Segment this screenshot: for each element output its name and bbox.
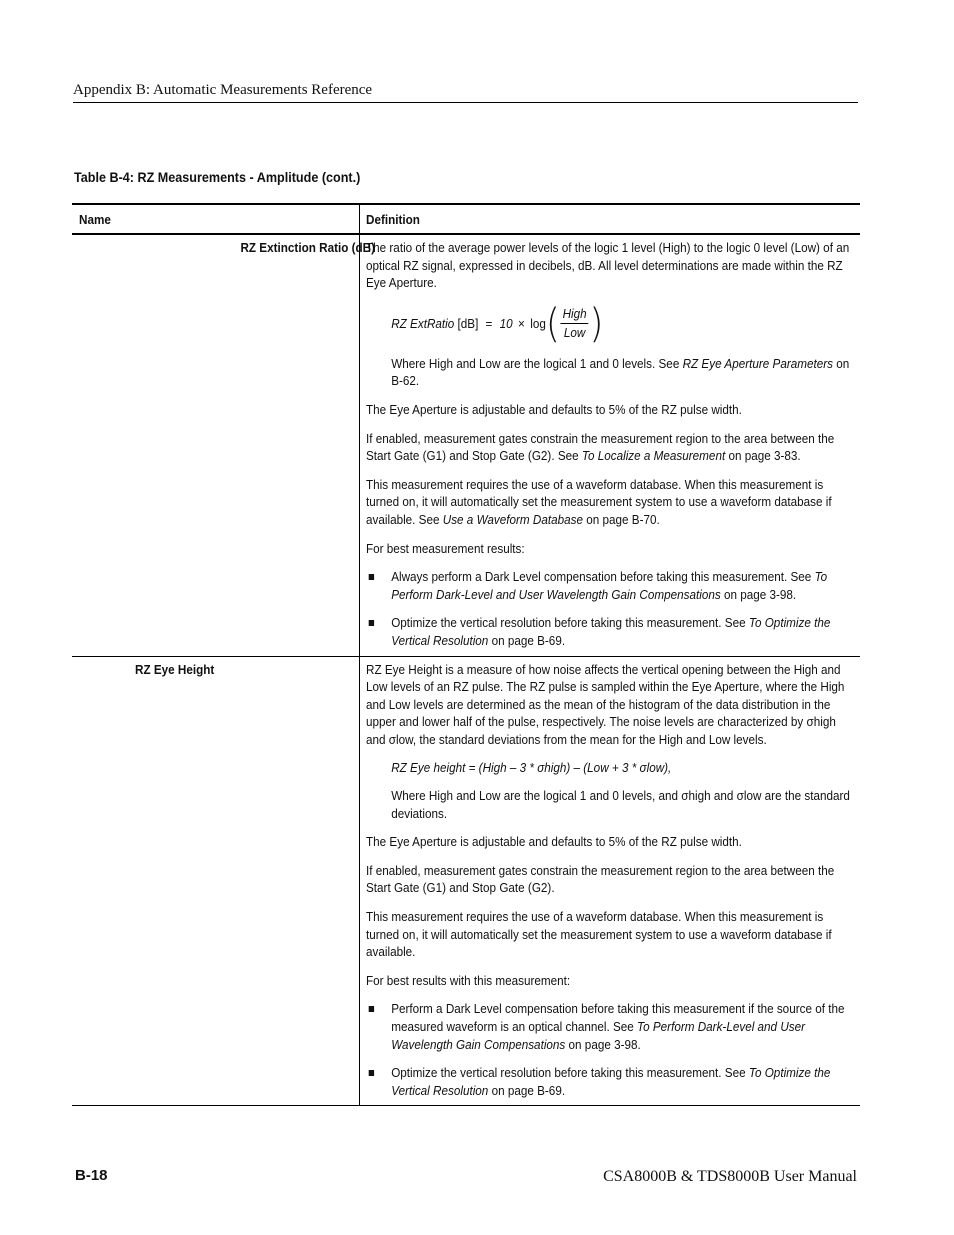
table-caption: Table B-4: RZ Measurements - Amplitude (cont.) — [74, 169, 361, 185]
table-row — [72, 234, 860, 656]
bullet-square-icon — [369, 1070, 374, 1076]
running-head: Appendix B: Automatic Measurements Reference — [73, 82, 858, 103]
aperture-note: The Eye Aperture is adjustable and defaults to 5% of the RZ pulse width. — [366, 401, 742, 417]
manual-title: CSA8000B & TDS8000B User Manual — [603, 1168, 857, 1185]
database-note: This measurement requires the use of a waveform database. When this measurement is turned on, it will automatically set the measurement system to use a waveform database if available. See Use a Waveform Database on page B-70. — [366, 476, 832, 527]
list-item: Optimize the vertical resolution before taking this measurement. See To Optimize the Vertical Resolution on page B-69. — [366, 614, 856, 649]
gates-note: If enabled, measurement gates constrain the measurement region to the area between the Start Gate (G1) and Stop Gate (G2). See To Localize a Measurement on page 3-83. — [366, 430, 835, 464]
bullet-square-icon — [369, 574, 374, 580]
fraction-denominator: Low — [563, 325, 586, 341]
column-header-definition: Definition — [360, 204, 861, 234]
list-item: Perform a Dark Level compensation before taking this measurement if the source of the measured waveform is an optical channel. See To Perform Dark-Level and User Wavelength Gain Compensations on page 3-98. — [366, 1000, 856, 1053]
formula-explanation: Where High and Low are the logical 1 and 0 levels. See RZ Eye Aperture Parameters on B-62. — [391, 355, 850, 389]
formula-times: × — [518, 315, 525, 331]
cross-reference: To Perform Dark-Level and User Wavelength Gain Compensations — [391, 1019, 806, 1052]
list-item: Always perform a Dark Level compensation before taking this measurement. See To Perform Dark-Level and User Wavelength Gain Compensations on page 3-98. — [366, 568, 856, 603]
cross-reference: To Optimize the Vertical Resolution — [391, 615, 831, 648]
gates-note: If enabled, measurement gates constrain the measurement region to the area between the Start Gate (G1) and Stop Gate (G2). — [366, 862, 835, 896]
measurement-definition — [360, 234, 861, 656]
formula-log: log — [530, 315, 546, 331]
bullet-square-icon — [369, 620, 374, 626]
left-paren: ( — [545, 300, 560, 347]
cross-reference: To Localize a Measurement — [581, 448, 726, 464]
best-results-lead: For best measurement results: — [366, 540, 525, 556]
measurement-name: RZ Eye Height — [72, 656, 360, 1106]
eye-height-formula: RZ Eye height = (High – 3 * σhigh) – (Low + 3 * σlow), — [391, 760, 672, 776]
list-item: Optimize the vertical resolution before taking this measurement. See To Optimize the Vertical Resolution on page B-69. — [366, 1064, 856, 1099]
best-results-lead: For best results with this measurement: — [366, 972, 571, 988]
formula-factor: 10 — [499, 315, 513, 331]
cross-reference: RZ Eye Aperture Parameters — [682, 355, 834, 371]
measurement-name: RZ Extinction Ratio (dB) — [72, 234, 360, 656]
formula-lhs: RZ ExtRatio — [391, 315, 455, 331]
measurements-table — [72, 203, 860, 1106]
page-number: B-18 — [75, 1167, 108, 1184]
cross-reference: Use a Waveform Database — [442, 511, 584, 527]
table-row — [72, 656, 860, 1106]
best-results-list — [366, 1000, 856, 1099]
aperture-note: The Eye Aperture is adjustable and defaults to 5% of the RZ pulse width. — [366, 834, 742, 850]
cross-reference: To Perform Dark-Level and User Wavelength Gain Compensations — [391, 569, 828, 602]
formula-fraction — [561, 305, 589, 342]
definition-intro: The ratio of the average power levels of the logic 1 level (High) to the logic 0 level (Low) of an optical RZ signal, expressed in decibels, dB. All level determinations are made within the RZ Eye Aperture. — [366, 240, 850, 291]
fraction-numerator: High — [561, 305, 589, 324]
column-header-name: Name — [72, 204, 360, 234]
extinction-ratio-formula — [391, 300, 855, 347]
measurement-definition — [360, 656, 861, 1106]
cross-reference: To Optimize the Vertical Resolution — [391, 1065, 831, 1098]
definition-intro: RZ Eye Height is a measure of how noise affects the vertical opening between the High and Low levels of an RZ pulse. The RZ pulse is sampled within the Eye Aperture, where the High and Low levels are determined as the mean of the histogram of the data distribution in the upper and lower half of the pulse, respectively. The noise levels are characterized by σhigh and σlow, the standard deviations from the mean for the High and Low levels. — [366, 661, 845, 747]
table-header-row — [72, 204, 860, 234]
formula-equals: = — [485, 315, 493, 331]
bullet-square-icon — [369, 1006, 374, 1012]
formula-explanation: Where High and Low are the logical 1 and 0 levels, and σhigh and σlow are the standard deviations. — [391, 788, 850, 821]
database-note: This measurement requires the use of a waveform database. When this measurement is turned on, it will automatically set the measurement system to use a waveform database if available. — [366, 909, 832, 960]
right-paren: ) — [589, 300, 604, 347]
formula-unit: [dB] — [457, 315, 479, 331]
best-results-list — [366, 568, 856, 649]
